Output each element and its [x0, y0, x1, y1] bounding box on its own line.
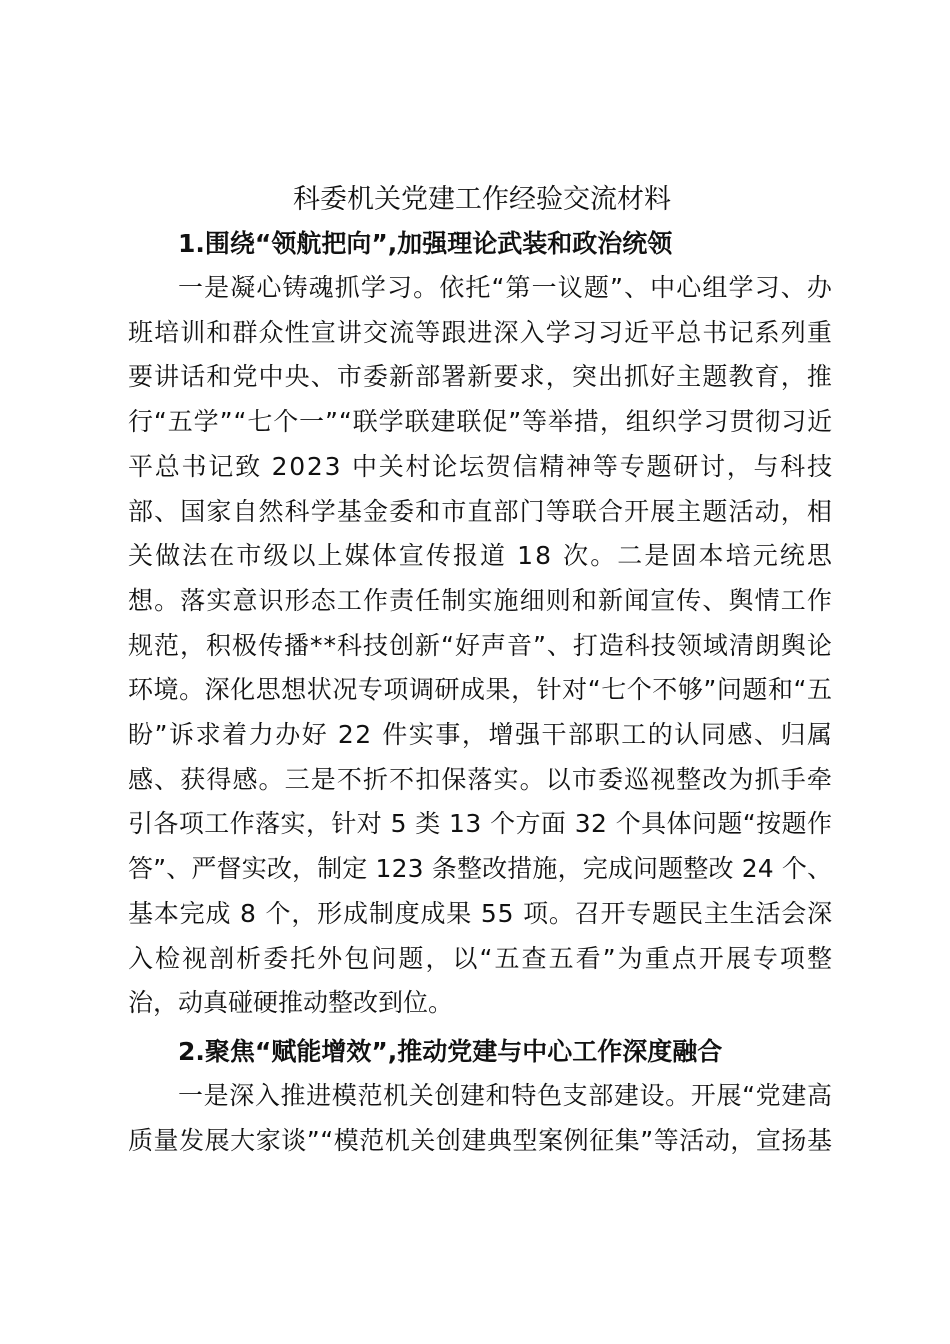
paragraph-line: 要讲话和党中央、市委新部署新要求，突出抓好主题教育，推 [128, 362, 833, 392]
paragraph-line: 治，动真碰硬推动整改到位。 [128, 988, 454, 1018]
paragraph-line: 盼”诉求着力办好 22 件实事，增强干部职工的认同感、归属 [128, 720, 834, 750]
paragraph-line: 基本完成 8 个，形成制度成果 55 项。召开专题民主生活会深 [128, 898, 833, 928]
paragraph-line: 答”、严督实改，制定 123 条整改措施，完成问题整改 24 个、 [128, 854, 833, 884]
paragraph-line: 平总书记致 2023 中关村论坛贺信精神等专题研讨，与科技 [128, 451, 834, 481]
paragraph-line: 班培训和群众性宣讲交流等跟进深入学习习近平总书记系列重 [128, 317, 833, 347]
paragraph-line: 想。落实意识形态工作责任制实施细则和新闻宣传、舆情工作 [128, 585, 833, 615]
paragraph-line: 入检视剖析委托外包问题，以“五查五看”为重点开展专项整 [128, 943, 834, 973]
paragraph-line: 关做法在市级以上媒体宣传报道 18 次。二是固本培元统思 [128, 541, 834, 571]
paragraph-line: 环境。深化思想状况专项调研成果，针对“七个不够”问题和“五 [128, 675, 833, 705]
section-2 [128, 1030, 832, 1163]
paragraph-line: 质量发展大家谈”“模范机关创建典型案例征集”等活动，宣扬基 [128, 1125, 833, 1155]
section-body [128, 1074, 832, 1163]
section-heading: 1.围绕“领航把向”,加强理论武装和政治统领 [178, 229, 673, 258]
section-body [128, 266, 832, 1026]
paragraph-line: 规范，积极传播**科技创新“好声音”、打造科技领域清朗舆论 [128, 630, 833, 660]
section-1 [128, 222, 832, 1026]
paragraph-line: 一是凝心铸魂抓学习。依托“第一议题”、中心组学习、办 [178, 273, 834, 302]
paragraph-line: 行“五学”“七个一”“联学联建联促”等举措，组织学习贯彻习近 [128, 407, 834, 437]
document-title: 科委机关党建工作经验交流材料 [293, 184, 671, 215]
paragraph-line: 一是深入推进模范机关创建和特色支部建设。开展“党建高 [178, 1080, 833, 1110]
document-page [128, 178, 832, 1163]
paragraph-line: 部、国家自然科学基金委和市直部门等联合开展主题活动，相 [128, 496, 833, 526]
paragraph-line: 感、获得感。三是不折不扣保落实。以市委巡视整改为抓手牵 [128, 764, 833, 794]
paragraph-line: 引各项工作落实，针对 5 类 13 个方面 32 个具体问题“按题作 [128, 809, 833, 839]
section-heading: 2.聚焦“赋能增效”,推动党建与中心工作深度融合 [178, 1036, 723, 1066]
